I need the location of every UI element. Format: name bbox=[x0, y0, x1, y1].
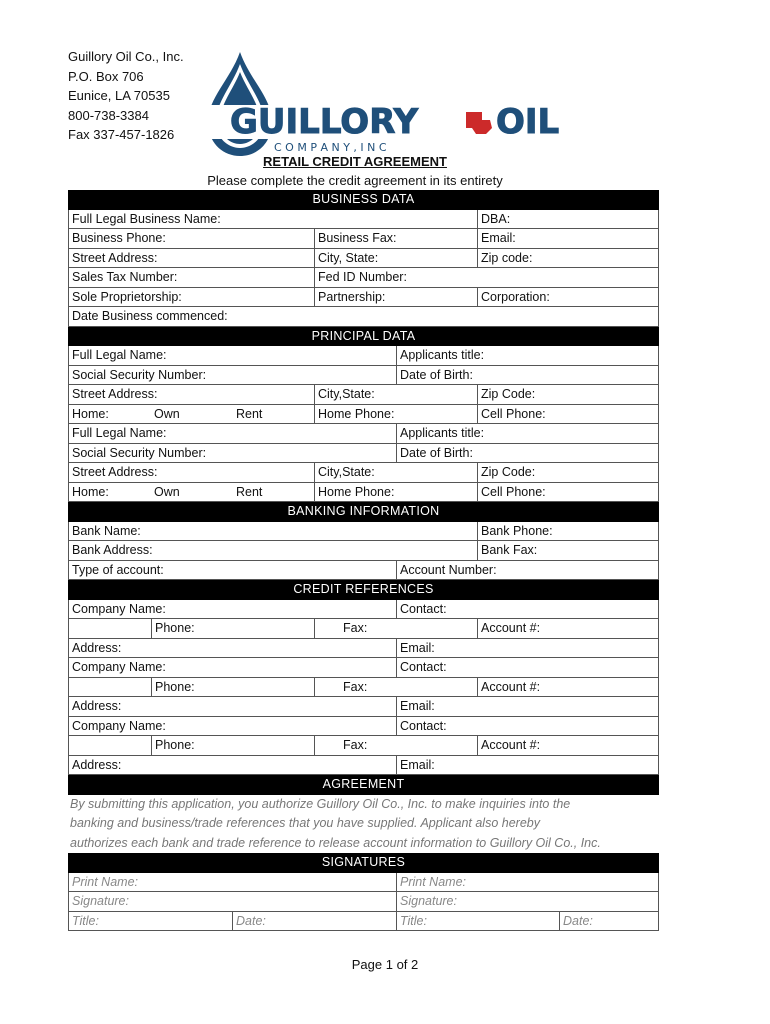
bank-name-field[interactable]: Bank Name: bbox=[72, 523, 141, 538]
agreement-line-3: authorizes each bank and trade reference to release account information to Guillory Oil Co., Inc. bbox=[70, 835, 601, 850]
sig1-title-field[interactable]: Title: bbox=[72, 913, 99, 928]
svg-text:GUILLORY: GUILLORY bbox=[230, 102, 419, 142]
principal2-home-label: Home: bbox=[72, 484, 109, 499]
section-agreement-header: AGREEMENT bbox=[68, 775, 659, 795]
sig-row-signature bbox=[68, 892, 659, 912]
ref1-email-field[interactable]: Email: bbox=[396, 639, 660, 658]
business-row-name bbox=[68, 210, 659, 230]
business-phone-field[interactable]: Business Phone: bbox=[72, 231, 166, 245]
sig1-date-field[interactable]: Date: bbox=[232, 912, 396, 931]
credit-agreement-form bbox=[68, 190, 659, 931]
section-signatures-header: SIGNATURES bbox=[68, 853, 659, 873]
bank-account-number-field[interactable]: Account Number: bbox=[396, 561, 660, 580]
ref1-account-field[interactable]: Account #: bbox=[477, 619, 660, 638]
ref1-row-address bbox=[68, 639, 659, 659]
ref1-phone-field[interactable]: Phone: bbox=[151, 619, 314, 638]
principal1-cell-field[interactable]: Cell Phone: bbox=[477, 405, 660, 424]
business-row-tax bbox=[68, 268, 659, 288]
principal1-city-field[interactable]: City,State: bbox=[314, 385, 477, 404]
principal2-row-home bbox=[68, 483, 659, 503]
principal1-legal-name-field[interactable]: Full Legal Name: bbox=[72, 348, 167, 362]
ref3-row-company bbox=[68, 717, 659, 737]
principal1-title-field[interactable]: Applicants title: bbox=[396, 346, 660, 365]
company-phone: 800-738-3384 bbox=[68, 107, 149, 123]
section-principal-header: PRINCIPAL DATA bbox=[68, 327, 659, 347]
principal1-street-field[interactable]: Street Address: bbox=[72, 387, 158, 401]
principal1-zip-field[interactable]: Zip Code: bbox=[477, 385, 660, 404]
principal1-dob-field[interactable]: Date of Birth: bbox=[396, 366, 660, 385]
business-corporation-field[interactable]: Corporation: bbox=[477, 288, 660, 307]
principal2-own-option[interactable]: Own bbox=[154, 484, 180, 499]
ref1-address-field[interactable]: Address: bbox=[72, 640, 122, 655]
ref2-phone-field[interactable]: Phone: bbox=[151, 678, 314, 697]
principal2-cell-field[interactable]: Cell Phone: bbox=[477, 483, 660, 502]
principal2-city-field[interactable]: City,State: bbox=[314, 463, 477, 482]
principal2-home-phone-field[interactable]: Home Phone: bbox=[314, 483, 477, 502]
form-subtitle: Please complete the credit agreement in its entirety bbox=[207, 173, 503, 188]
sig-row-title bbox=[68, 912, 659, 932]
bank-address-field[interactable]: Bank Address: bbox=[72, 543, 153, 557]
sig2-title-field[interactable]: Title: bbox=[396, 912, 559, 931]
business-zip-field[interactable]: Zip code: bbox=[477, 249, 660, 268]
agreement-line-1: By submitting this application, you authorize Guillory Oil Co., Inc. to make inquiries into the bbox=[70, 796, 571, 811]
company-name: Guillory Oil Co., Inc. bbox=[68, 49, 184, 64]
ref3-fax-field[interactable]: Fax: bbox=[314, 736, 477, 755]
principal2-zip-field[interactable]: Zip Code: bbox=[477, 463, 660, 482]
company-address-block bbox=[68, 47, 184, 145]
principal1-row-ssn bbox=[68, 366, 659, 386]
svg-text:C O M P A N Y , I N C: C O M P A N Y , I N C bbox=[274, 141, 387, 154]
company-fax: Fax 337-457-1826 bbox=[68, 127, 175, 143]
principal1-row-address bbox=[68, 385, 659, 405]
business-commenced-field[interactable]: Date Business commenced: bbox=[72, 309, 228, 323]
sig2-date-field[interactable]: Date: bbox=[559, 912, 660, 931]
bank-phone-field[interactable]: Bank Phone: bbox=[477, 522, 660, 541]
principal1-home-label: Home: bbox=[72, 406, 109, 421]
principal2-street-field[interactable]: Street Address: bbox=[72, 465, 158, 479]
ref2-row-address bbox=[68, 697, 659, 717]
ref3-phone-field[interactable]: Phone: bbox=[151, 736, 314, 755]
business-partnership-field[interactable]: Partnership: bbox=[314, 288, 477, 307]
sig1-signature-field[interactable]: Signature: bbox=[72, 894, 129, 908]
ref1-blank-cell bbox=[69, 619, 151, 638]
company-city: Eunice, LA 70535 bbox=[68, 88, 170, 104]
ref1-company-field[interactable]: Company Name: bbox=[72, 601, 166, 616]
ref1-contact-field[interactable]: Contact: bbox=[396, 600, 660, 619]
ref1-row-company bbox=[68, 600, 659, 620]
ref3-email-field[interactable]: Email: bbox=[396, 756, 660, 775]
ref2-row-company bbox=[68, 658, 659, 678]
agreement-text bbox=[68, 795, 659, 854]
bank-row-name bbox=[68, 522, 659, 542]
business-row-commenced bbox=[68, 307, 659, 327]
business-row-phone bbox=[68, 229, 659, 249]
business-row-address bbox=[68, 249, 659, 269]
principal2-rent-option[interactable]: Rent bbox=[236, 484, 263, 499]
business-street-field[interactable]: Street Address: bbox=[72, 250, 158, 265]
principal1-row-home bbox=[68, 405, 659, 425]
principal2-row-address bbox=[68, 463, 659, 483]
page-number: Page 1 of 2 bbox=[351, 957, 419, 972]
principal2-legal-name-field[interactable]: Full Legal Name: bbox=[72, 426, 167, 440]
principal1-own-option[interactable]: Own bbox=[154, 406, 180, 421]
ref3-row-phone bbox=[68, 736, 659, 756]
ref1-row-phone bbox=[68, 619, 659, 639]
principal1-row-name bbox=[68, 346, 659, 366]
ref3-account-field[interactable]: Account #: bbox=[477, 736, 660, 755]
form-title: RETAIL CREDIT AGREEMENT bbox=[263, 154, 447, 169]
bank-row-account bbox=[68, 561, 659, 581]
business-dba-field[interactable]: DBA: bbox=[477, 210, 660, 229]
agreement-line-2: banking and business/trade references that you have supplied. Applicant also hereby bbox=[70, 816, 540, 830]
sig1-print-name-field[interactable]: Print Name: bbox=[72, 874, 138, 889]
principal1-rent-option[interactable]: Rent bbox=[236, 406, 263, 421]
ref2-row-phone bbox=[68, 678, 659, 698]
svg-text:OIL: OIL bbox=[496, 102, 560, 142]
sig-row-print bbox=[68, 873, 659, 893]
business-fed-id-field[interactable]: Fed ID Number: bbox=[314, 268, 660, 287]
principal2-row-ssn bbox=[68, 444, 659, 464]
ref3-address-field[interactable]: Address: bbox=[72, 757, 122, 772]
bank-row-address bbox=[68, 541, 659, 561]
ref2-contact-field[interactable]: Contact: bbox=[396, 658, 660, 677]
guillory-oil-logo bbox=[200, 50, 570, 160]
principal1-home-phone-field[interactable]: Home Phone: bbox=[314, 405, 477, 424]
section-banking-header: BANKING INFORMATION bbox=[68, 502, 659, 522]
bank-fax-field[interactable]: Bank Fax: bbox=[477, 541, 660, 560]
sig2-signature-field[interactable]: Signature: bbox=[396, 892, 660, 911]
business-legal-name-field[interactable]: Full Legal Business Name: bbox=[72, 211, 221, 226]
bank-account-type-field[interactable]: Type of account: bbox=[72, 562, 164, 577]
section-references-header: CREDIT REFERENCES bbox=[68, 580, 659, 600]
section-business-header: BUSINESS DATA bbox=[68, 190, 659, 210]
ref3-contact-field[interactable]: Contact: bbox=[396, 717, 660, 736]
business-tax-field[interactable]: Sales Tax Number: bbox=[72, 270, 178, 284]
ref2-company-field[interactable]: Company Name: bbox=[72, 660, 166, 674]
principal1-ssn-field[interactable]: Social Security Number: bbox=[72, 367, 207, 382]
principal2-ssn-field[interactable]: Social Security Number: bbox=[72, 445, 207, 460]
ref1-fax-field[interactable]: Fax: bbox=[314, 619, 477, 638]
ref3-blank-cell bbox=[69, 736, 151, 755]
sig2-print-name-field[interactable]: Print Name: bbox=[396, 873, 660, 892]
ref3-row-address bbox=[68, 756, 659, 776]
ref2-email-field[interactable]: Email: bbox=[396, 697, 660, 716]
principal2-dob-field[interactable]: Date of Birth: bbox=[396, 444, 660, 463]
principal2-title-field[interactable]: Applicants title: bbox=[396, 424, 660, 443]
ref2-blank-cell bbox=[69, 678, 151, 697]
business-email-field[interactable]: Email: bbox=[477, 229, 660, 248]
business-row-type bbox=[68, 288, 659, 308]
ref2-account-field[interactable]: Account #: bbox=[477, 678, 660, 697]
company-po-box: P.O. Box 706 bbox=[68, 68, 144, 84]
business-fax-field[interactable]: Business Fax: bbox=[314, 229, 477, 248]
business-sole-field[interactable]: Sole Proprietorship: bbox=[72, 289, 182, 304]
ref3-company-field[interactable]: Company Name: bbox=[72, 718, 166, 733]
ref2-address-field[interactable]: Address: bbox=[72, 699, 122, 713]
principal2-row-name bbox=[68, 424, 659, 444]
ref2-fax-field[interactable]: Fax: bbox=[314, 678, 477, 697]
business-city-field[interactable]: City, State: bbox=[314, 249, 477, 268]
